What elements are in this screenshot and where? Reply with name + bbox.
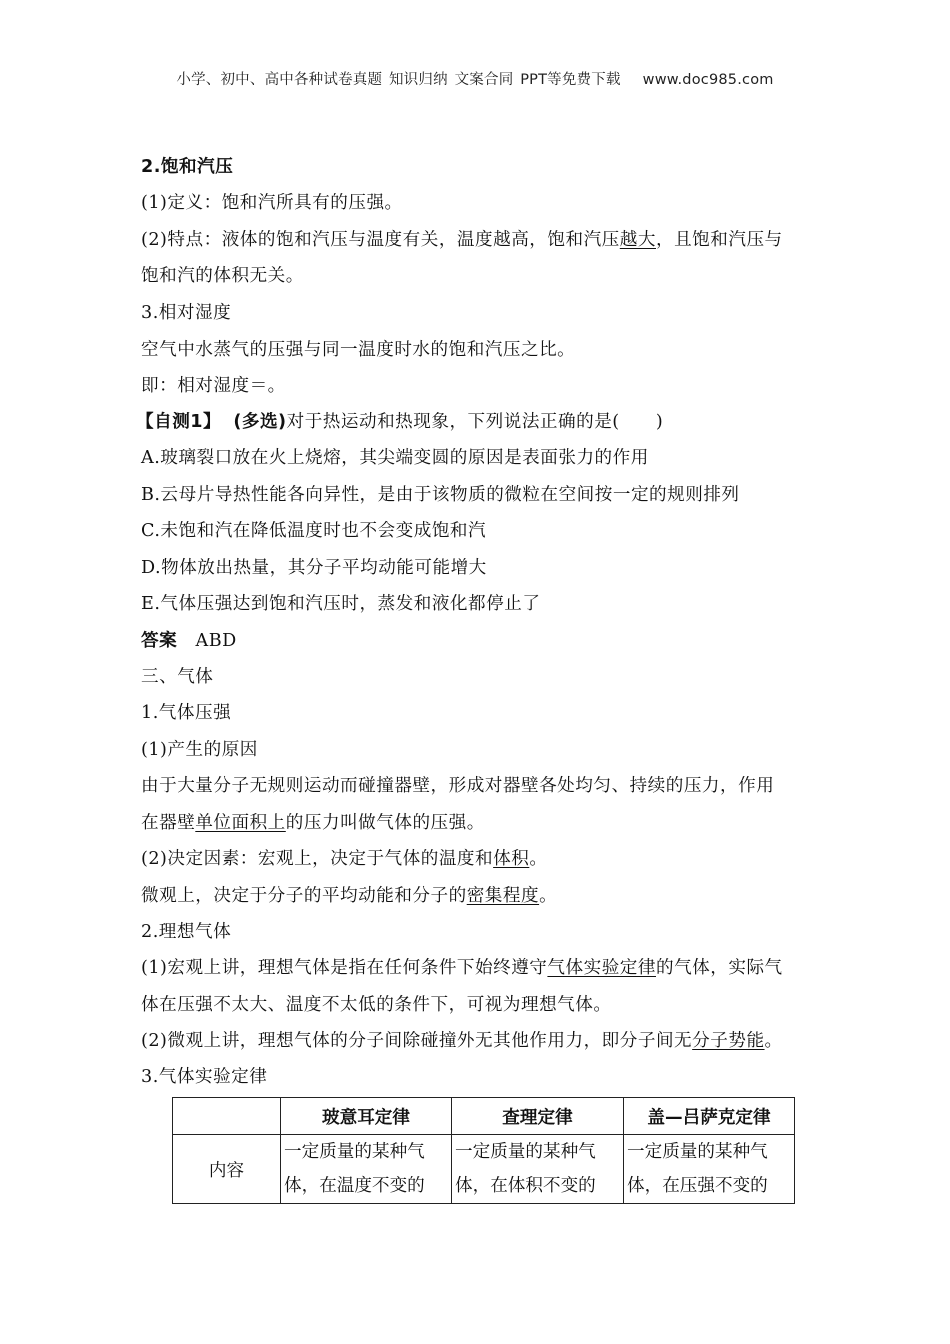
cell-line: 一定质量的某种气 bbox=[627, 1142, 768, 1162]
gas-laws-table bbox=[172, 1097, 795, 1204]
ideal-gas-micro bbox=[141, 1027, 783, 1052]
feature-text-a: (2)特点：液体的饱和汽压与温度有关，温度越高，饱和汽压 bbox=[141, 230, 620, 250]
ideal-gas-macro bbox=[141, 954, 783, 979]
ideal1-text: (1)宏观上讲，理想气体是指在任何条件下始终遵守 bbox=[141, 958, 548, 978]
factor-text: (2)决定因素：宏观上，决定于气体的温度和 bbox=[141, 849, 494, 869]
ideal2-text: (2)微观上讲，理想气体的分子间除碰撞外无其他作用力，即分子间无 bbox=[141, 1031, 693, 1051]
cell-line: 一定质量的某种气 bbox=[455, 1142, 596, 1162]
table-cell-boyle bbox=[281, 1135, 452, 1204]
gas-micro bbox=[141, 882, 557, 907]
saturated-feature-cont: 饱和汽的体积无关。 bbox=[141, 266, 304, 286]
cause-underlined: 单位面积上 bbox=[195, 813, 286, 833]
cause-b2: 的压力叫做气体的压强。 bbox=[285, 813, 485, 833]
quiz-option-b: B.云母片导热性能各向异性，是由于该物质的微粒在空间按一定的规则排列 bbox=[141, 485, 740, 505]
table-header-gay-lussac: 盖—吕萨克定律 bbox=[624, 1098, 795, 1135]
saturated-feature bbox=[141, 226, 783, 251]
table-header-charles: 查理定律 bbox=[452, 1098, 624, 1135]
quiz-type: (多选) bbox=[233, 412, 287, 432]
header-site-link[interactable]: www.doc985.com bbox=[642, 72, 774, 88]
gas-cause-text: 由于大量分子无规则运动而碰撞器壁，形成对器壁各处均匀、持续的压力，作用 bbox=[141, 776, 775, 796]
section-saturated-title: 2.饱和汽压 bbox=[141, 157, 234, 177]
section-gas-title: 三、气体 bbox=[141, 667, 214, 687]
ideal-gas-macro-cont: 体在压强不太大、温度不太低的条件下，可视为理想气体。 bbox=[141, 995, 612, 1015]
table-header-row bbox=[173, 1098, 795, 1135]
feature-underlined: 越大 bbox=[619, 230, 656, 250]
cause-b1: 在器壁 bbox=[141, 813, 196, 833]
ideal-gas-title: 2.理想气体 bbox=[141, 922, 232, 942]
micro-text: 微观上，决定于分子的平均动能和分子的 bbox=[141, 886, 467, 906]
gas-pressure-title: 1.气体压强 bbox=[141, 703, 232, 723]
micro-underlined: 密集程度 bbox=[466, 886, 540, 906]
quiz-option-e: E.气体压强达到饱和汽压时，蒸发和液化都停止了 bbox=[141, 594, 541, 614]
section-humidity-title: 3.相对湿度 bbox=[141, 303, 232, 323]
cell-line: 体，在压强不变的 bbox=[627, 1176, 768, 1196]
quiz-question bbox=[136, 408, 663, 433]
answer-label: 答案 bbox=[141, 631, 178, 651]
table-row-label: 内容 bbox=[173, 1135, 281, 1204]
gas-factor bbox=[141, 845, 547, 870]
gas-laws-title: 3.气体实验定律 bbox=[141, 1067, 268, 1087]
table-row bbox=[173, 1135, 795, 1204]
ideal2-end: 。 bbox=[764, 1031, 783, 1051]
ideal1-underlined: 气体实验定律 bbox=[547, 958, 656, 978]
page-header bbox=[0, 68, 950, 89]
ideal2-underlined: 分子势能 bbox=[692, 1031, 765, 1051]
quiz-option-d: D.物体放出热量，其分子平均动能可能增大 bbox=[141, 558, 487, 578]
quiz-option-a: A.玻璃裂口放在火上烧熔，其尖端变圆的原因是表面张力的作用 bbox=[141, 448, 649, 468]
factor-end: 。 bbox=[529, 849, 548, 869]
quiz-question-text: 对于热运动和热现象，下列说法正确的是( ) bbox=[286, 412, 664, 432]
cell-line: 体，在体积不变的 bbox=[455, 1176, 596, 1196]
table-cell-charles bbox=[452, 1135, 624, 1204]
table-header-boyle: 玻意耳定律 bbox=[281, 1098, 452, 1135]
answer-value: ABD bbox=[195, 631, 237, 651]
micro-end: 。 bbox=[539, 886, 558, 906]
feature-text-b: ，且饱和汽压与 bbox=[655, 230, 783, 250]
cell-line: 体，在温度不变的 bbox=[284, 1176, 425, 1196]
table-header-empty bbox=[173, 1098, 281, 1135]
quiz-answer bbox=[141, 627, 237, 652]
factor-underlined: 体积 bbox=[493, 849, 530, 869]
gas-cause-title: (1)产生的原因 bbox=[141, 740, 258, 760]
quiz-tag: 【自测1】 bbox=[136, 412, 222, 432]
cell-line: 一定质量的某种气 bbox=[284, 1142, 425, 1162]
saturated-definition: (1)定义：饱和汽所具有的压强。 bbox=[141, 193, 403, 213]
table-cell-gay-lussac bbox=[624, 1135, 795, 1204]
humidity-formula: 即：相对湿度＝。 bbox=[141, 376, 286, 396]
quiz-option-c: C.未饱和汽在降低温度时也不会变成饱和汽 bbox=[141, 521, 487, 541]
humidity-description: 空气中水蒸气的压强与同一温度时水的饱和汽压之比。 bbox=[141, 340, 576, 360]
header-text: 小学、初中、高中各种试卷真题 知识归纳 文案合同 PPT等免费下载 bbox=[176, 72, 621, 88]
gas-cause-text-cont bbox=[141, 809, 485, 834]
ideal1-text-b: 的气体，实际气 bbox=[655, 958, 783, 978]
